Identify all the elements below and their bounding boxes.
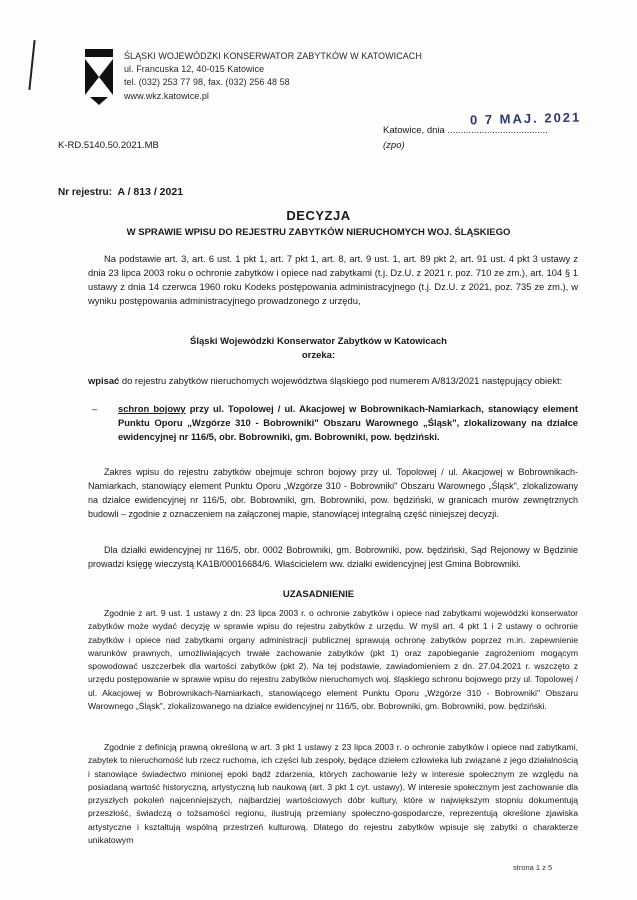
page-title: DECYZJA [286, 208, 351, 223]
justification-heading: UZASADNIENIE [282, 589, 355, 600]
institution-name: ŚLĄSKI WOJEWÓDZKI KONSERWATOR ZABYTKÓW W KATOWICACH [124, 51, 422, 61]
orzeka-label: orzeka: [301, 350, 336, 361]
page-number: strona 1 z 5 [513, 863, 553, 872]
institution-address: ul. Francuska 12, 40-015 Katowice [124, 64, 265, 75]
authority-name: Śląski Wojewódzki Konserwator Zabytków w Katowicach [190, 336, 447, 347]
decision-lead: wpisać [88, 375, 120, 386]
object-name: schron bojowy [118, 403, 186, 414]
decision-paragraph [88, 374, 578, 388]
object-list-item [88, 402, 578, 444]
land-register-paragraph: Dla działki ewidencyjnej nr 116/5, obr. 0002 Bobrowniki, gm. Bobrowniki, pow. będziński, Sąd Rejonowy w Będzinie prowadzi księgę wieczystą KA1B/00016684/6. Właścicielem ww. działki ewidencyjnej jest Gmina Bobrowniki. [88, 545, 578, 569]
place-date-line: Katowice, dnia ...................................... [383, 125, 548, 136]
register-number [58, 186, 183, 198]
page-subtitle: W SPRAWIE WPISU DO REJESTRU ZABYTKÓW NIERUCHOMYCH WOJ. ŚLĄSKIEGO [126, 227, 511, 238]
justification-paragraph-1: Zgodnie z art. 9 ust. 1 ustawy z dn. 23 lipca 2003 r. o ochronie zabytków i opiece nad zabytkami wojewódzki konserwator zabytków może wydać decyzję w sprawie wpisu do rejestru zabytków z urzędu. W myśl art. 4 pkt 1 i 2 ustawy o ochronie zabytków i opiece nad zabytkami organy administracji publicznej sprawują ochronę zabytków poprzez m.in. zapewnienie warunków prawnych, umożliwiających trwałe zachowanie zabytków (pkt 1) oraz zapobieganie zagrożeniom mogącym spowodować uszczerbek dla wartości zabytków (pkt 2). Na tej podstawie, zawiadomieniem z dn. 27.04.2021 r. wszczęto z urzędu postępowanie w sprawie wpisu do rejestru zabytków nieruchomych woj. śląskiego schronu bojowego przy ul. Topolowej / ul. Akacjowej w Bobrownikach-Namiarkach, stanowiącego element Punktu Oporu „Wzgórze 310 - Bobrowniki" Obszaru Warownego „Śląsk", zlokalizowanego na działce ewidencyjnej nr 116/5, obr. Bobrowniki, gm. Bobrowniki, pow. będziński. [88, 608, 578, 712]
list-dash: – [92, 403, 98, 414]
institution-website: www.wkz.katowice.pl [124, 90, 209, 101]
legal-basis-paragraph: Na podstawie art. 3, art. 6 ust. 1 pkt 1, art. 7 pkt 1, art. 8, art. 9 ust. 1, art. 89 pkt 2, art. 91 ust. 4 pkt 3 ustawy z dnia 23 lipca 2003 roku o ochronie zabytków i opiece nad zabytkami (t.j. Dz.U. z 2021 r. poz. 710 ze zm.), art. 104 § 1 ustawy z dnia 14 czerwca 1960 roku Kodeks postępowania administracyjnego (t.j. Dz.U. z 2021, poz. 735 ze zm.), w wyniku postępowania administracyjnego prowadzonego z urzędu, [88, 253, 578, 306]
reference-number: K-RD.5140.50.2021.MB [58, 140, 159, 151]
scope-paragraph: Zakres wpisu do rejestru zabytków obejmuje schron bojowy przy ul. Topolowej / ul. Akacjowej w Bobrownikach-Namiarkach, stanowiący element Punktu Oporu „Wzgórze 310 - Bobrowniki" Obszaru Warownego „Śląsk", zlokalizowany na działce ewidencyjnej nr 116/5, obr. Bobrowniki, gm. Bobrowniki, pow. będziński, w granicach murów zewnętrznych budowli – zgodnie z oznaczeniem na załączonej mapie, stanowiącej integralną część niniejszej decyzji. [88, 467, 578, 519]
institution-contact: tel. (032) 253 77 98, fax. (032) 256 48 58 [124, 77, 290, 88]
decision-text: do rejestru zabytków nieruchomych województwa śląskiego pod numerem A/813/2021 następujący obiekt: [119, 375, 563, 386]
object-description: przy ul. Topolowej / ul. Akacjowej w Bobrownikach-Namiarkach, stanowiący element Punktu Oporu „Wzgórze 310 - Bobrowniki" Obszaru Warownego „Śląsk", zlokalizowany na działce ewidencyjnej nr 116/5, obr. Bobrowniki, gm. Bobrowniki, pow. będziński. [118, 403, 578, 442]
institution-logo [82, 47, 116, 107]
zpo-note: (zpo) [383, 140, 405, 151]
institution-header [124, 50, 422, 103]
justification-paragraph-2: Zgodnie z definicją prawną określoną w art. 3 pkt 1 ustawy z 23 lipca 2003 r. o ochronie zabytków i opiece nad zabytkami, zabytek to nieruchomość lub rzecz ruchoma, ich części lub zespoły, będące dziełem człowieka lub związane z jego działalnością i stanowiące świadectwo minionej epoki bądź zdarzenia, których zachowanie leży w interesie społecznym ze względu na posiadaną wartość historyczną, artystyczną lub naukową (art. 3 pkt 1 cyt. ustawy). W interesie społecznym jest zachowanie dla przyszłych pokoleń najcenniejszych, najbardziej wartościowych dóbr kultury, które w największym stopniu dokumentują przeszłość, świadczą o tożsamości regionu, ilustrują przemiany społeczno-gospodarcze, reprezentują określone zjawiska artystyczne i kształtują wspólną przestrzeń kulturową. Dlatego do rejestru zabytków wpisuje się zabytki o charakterze unikatowym [88, 742, 578, 846]
register-label: Nr rejestru: [58, 187, 112, 198]
date-stamp: 0 7 MAJ. 2021 [469, 109, 582, 128]
handwritten-mark [28, 40, 35, 90]
register-value: A / 813 / 2021 [117, 186, 184, 198]
